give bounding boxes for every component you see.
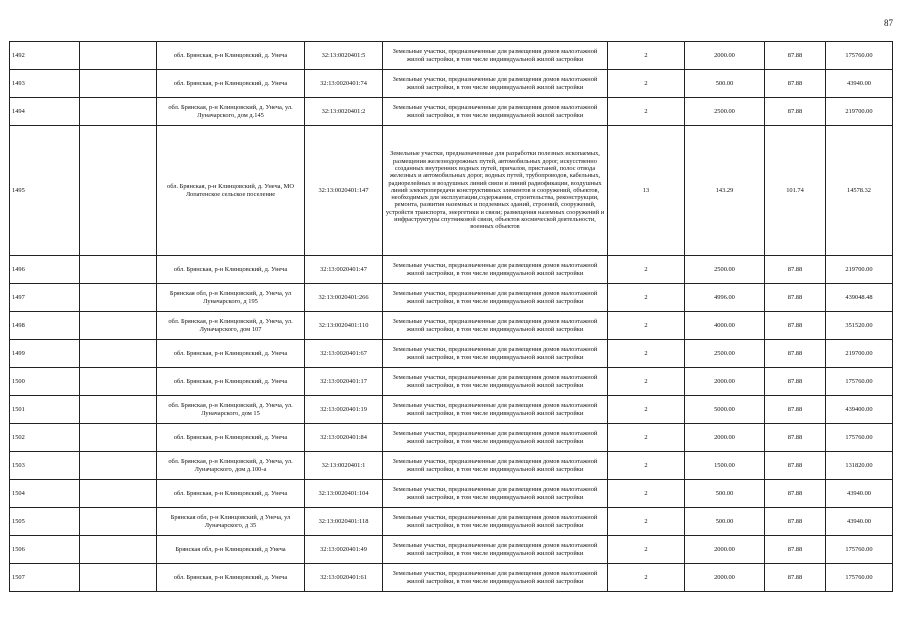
cell-land-use: Земельные участки, предназначенные для размещения домов малоэтажной жилой застройки, в том числе индивидуальной жилой застройки (383, 256, 608, 284)
page-number: 87 (884, 18, 893, 28)
cell-number: 1504 (10, 480, 80, 508)
table-row (10, 70, 893, 98)
cell-group: 2 (608, 424, 685, 452)
cell-rate: 87.88 (765, 452, 826, 480)
cell-number: 1499 (10, 340, 80, 368)
cell-area: 2000.00 (685, 536, 765, 564)
cell-empty (80, 284, 157, 312)
cell-area: 2500.00 (685, 340, 765, 368)
cell-cadastral-number: 32:13:0020401:5 (305, 42, 383, 70)
cell-area: 2500.00 (685, 256, 765, 284)
cell-land-use: Земельные участки, предназначенные для размещения домов малоэтажной жилой застройки, в том числе индивидуальной жилой застройки (383, 70, 608, 98)
cell-land-use: Земельные участки, предназначенные для размещения домов малоэтажной жилой застройки, в том числе индивидуальной жилой застройки (383, 340, 608, 368)
cell-address: обл. Брянская, р-н Клинцовский, д. Унеча (157, 340, 305, 368)
cell-cadastral-number: 32:13:0020401:84 (305, 424, 383, 452)
table-row (10, 98, 893, 126)
cell-land-use: Земельные участки, предназначенные для размещения домов малоэтажной жилой застройки, в том числе индивидуальной жилой застройки (383, 284, 608, 312)
cell-address: обл. Брянская, р-н Клинцовский, д. Унеча (157, 480, 305, 508)
cell-land-use: Земельные участки, предназначенные для размещения домов малоэтажной жилой застройки, в том числе индивидуальной жилой застройки (383, 480, 608, 508)
cell-cadastral-number: 32:13:0020401:147 (305, 126, 383, 256)
table-row (10, 284, 893, 312)
cell-cadastral-value: 175760.00 (826, 536, 893, 564)
cell-rate: 87.88 (765, 70, 826, 98)
cell-cadastral-number: 32:13:0020401:49 (305, 536, 383, 564)
cell-cadastral-value: 175760.00 (826, 424, 893, 452)
cell-address: обл. Брянская, р-н Клинцовский, д. Унеча, ул. Луначарского, дом д.100-а (157, 452, 305, 480)
cell-land-use: Земельные участки, предназначенные для разработки полезных ископаемых, размещения железнодорожных путей, автомобильных дорог, искусственно созданных внутренних водных путей, причалов, пристаней, полос отвода железных и автомобильных дорог, водных путей, трубопроводов, кабельных, радиорелейных и воздушных линий связи и линий радиофикации, воздушных линий электропередачи конструктивных элементов и сооружений, объектов, необходимых для эксплуатации,содержания, строительства, реконструкции, ремонта, развития наземных и подземных зданий, строений, сооружений, устройств транспорта, энергетики и связи; размещения наземных сооружений и инфраструктуры спутниковой связи, объектов космической деятельности, военных объектов (383, 126, 608, 256)
cell-number: 1506 (10, 536, 80, 564)
cell-group: 2 (608, 396, 685, 424)
cell-address: обл. Брянская, р-н Клинцовский, д. Унеча, ул. Луначарского, дом 15 (157, 396, 305, 424)
cell-empty (80, 536, 157, 564)
cell-land-use: Земельные участки, предназначенные для размещения домов малоэтажной жилой застройки, в том числе индивидуальной жилой застройки (383, 564, 608, 592)
cell-empty (80, 368, 157, 396)
cell-number: 1500 (10, 368, 80, 396)
cell-address: Брянская обл, р-н Клинцовский, д Унеча (157, 536, 305, 564)
cell-rate: 87.88 (765, 396, 826, 424)
cell-cadastral-value: 351520.00 (826, 312, 893, 340)
cell-rate: 87.88 (765, 508, 826, 536)
cell-area: 2000.00 (685, 424, 765, 452)
cell-address: Брянская обл, р-н Клинцовский, д Унеча, ул Луначарского, д 35 (157, 508, 305, 536)
cell-number: 1503 (10, 452, 80, 480)
cell-empty (80, 256, 157, 284)
cell-cadastral-value: 439048.48 (826, 284, 893, 312)
cell-rate: 87.88 (765, 564, 826, 592)
cell-land-use: Земельные участки, предназначенные для размещения домов малоэтажной жилой застройки, в том числе индивидуальной жилой застройки (383, 536, 608, 564)
cell-group: 2 (608, 536, 685, 564)
cell-empty (80, 480, 157, 508)
cell-area: 4996.00 (685, 284, 765, 312)
cell-rate: 87.88 (765, 368, 826, 396)
cell-land-use: Земельные участки, предназначенные для размещения домов малоэтажной жилой застройки, в том числе индивидуальной жилой застройки (383, 312, 608, 340)
cell-address: обл. Брянская, р-н Клинцовский, д. Унеча (157, 42, 305, 70)
cell-address: Брянская обл, р-н Клинцовский, д. Унеча, ул Луначарского, д 195 (157, 284, 305, 312)
cell-area: 1500.00 (685, 452, 765, 480)
cell-empty (80, 424, 157, 452)
cell-area: 500.00 (685, 508, 765, 536)
cell-land-use: Земельные участки, предназначенные для размещения домов малоэтажной жилой застройки, в том числе индивидуальной жилой застройки (383, 424, 608, 452)
cell-cadastral-number: 32:13:0020401:1 (305, 452, 383, 480)
cell-number: 1492 (10, 42, 80, 70)
cell-group: 2 (608, 480, 685, 508)
table-row (10, 480, 893, 508)
cell-land-use: Земельные участки, предназначенные для размещения домов малоэтажной жилой застройки, в том числе индивидуальной жилой застройки (383, 368, 608, 396)
cell-group: 2 (608, 42, 685, 70)
cell-cadastral-number: 32:13:0020401:67 (305, 340, 383, 368)
cell-empty (80, 508, 157, 536)
cell-rate: 87.88 (765, 42, 826, 70)
cell-cadastral-number: 32:13:0020401:110 (305, 312, 383, 340)
cell-empty (80, 452, 157, 480)
cell-empty (80, 126, 157, 256)
cell-area: 2500.00 (685, 98, 765, 126)
cell-cadastral-number: 32:13:0020401:17 (305, 368, 383, 396)
cell-rate: 87.88 (765, 256, 826, 284)
cell-group: 2 (608, 564, 685, 592)
table-row (10, 424, 893, 452)
cell-rate: 87.88 (765, 340, 826, 368)
cell-group: 2 (608, 284, 685, 312)
cell-address: обл. Брянская, р-н Клинцовский, д. Унеча (157, 70, 305, 98)
cell-group: 2 (608, 508, 685, 536)
cell-group: 2 (608, 98, 685, 126)
cell-land-use: Земельные участки, предназначенные для размещения домов малоэтажной жилой застройки, в том числе индивидуальной жилой застройки (383, 396, 608, 424)
cell-cadastral-value: 175760.00 (826, 42, 893, 70)
cell-rate: 87.88 (765, 98, 826, 126)
cell-rate: 101.74 (765, 126, 826, 256)
cell-cadastral-value: 219700.00 (826, 256, 893, 284)
cell-number: 1495 (10, 126, 80, 256)
cell-cadastral-value: 43940.00 (826, 70, 893, 98)
cell-cadastral-value: 14578.32 (826, 126, 893, 256)
cell-cadastral-value: 219700.00 (826, 340, 893, 368)
cell-number: 1501 (10, 396, 80, 424)
cell-number: 1494 (10, 98, 80, 126)
table-body (10, 42, 893, 592)
cell-area: 500.00 (685, 70, 765, 98)
cell-land-use: Земельные участки, предназначенные для размещения домов малоэтажной жилой застройки, в том числе индивидуальной жилой застройки (383, 508, 608, 536)
cell-cadastral-number: 32:13:0020401:2 (305, 98, 383, 126)
cell-cadastral-number: 32:13:0020401:104 (305, 480, 383, 508)
cell-cadastral-value: 175760.00 (826, 564, 893, 592)
cadastral-value-table (9, 41, 893, 592)
cell-cadastral-value: 175760.00 (826, 368, 893, 396)
cell-rate: 87.88 (765, 480, 826, 508)
cell-address: обл. Брянская, р-н Клинцовский, д. Унеча (157, 424, 305, 452)
cell-group: 2 (608, 368, 685, 396)
cell-area: 4000.00 (685, 312, 765, 340)
cell-group: 2 (608, 256, 685, 284)
cell-group: 2 (608, 70, 685, 98)
table-row (10, 536, 893, 564)
table-row (10, 312, 893, 340)
cell-area: 2000.00 (685, 42, 765, 70)
cell-land-use: Земельные участки, предназначенные для размещения домов малоэтажной жилой застройки, в том числе индивидуальной жилой застройки (383, 452, 608, 480)
cell-empty (80, 340, 157, 368)
table-row (10, 452, 893, 480)
cell-area: 5000.00 (685, 396, 765, 424)
cell-number: 1496 (10, 256, 80, 284)
cell-group: 2 (608, 340, 685, 368)
table-row (10, 396, 893, 424)
cell-address: обл. Брянская, р-н Клинцовский, д. Унеча (157, 564, 305, 592)
cell-empty (80, 42, 157, 70)
cell-address: обл. Брянская, р-н Клинцовский, д. Унеча (157, 256, 305, 284)
cell-cadastral-number: 32:13:0020401:118 (305, 508, 383, 536)
cell-rate: 87.88 (765, 312, 826, 340)
table-row (10, 340, 893, 368)
cell-rate: 87.88 (765, 284, 826, 312)
table-row (10, 256, 893, 284)
cell-number: 1505 (10, 508, 80, 536)
cell-cadastral-number: 32:13:0020401:61 (305, 564, 383, 592)
cell-cadastral-value: 131820.00 (826, 452, 893, 480)
cell-cadastral-value: 439400.00 (826, 396, 893, 424)
cell-cadastral-number: 32:13:0020401:74 (305, 70, 383, 98)
cell-address: обл. Брянская, р-н Клинцовский, д. Унеча, МО Лопатенское сельское поселение (157, 126, 305, 256)
cell-land-use: Земельные участки, предназначенные для размещения домов малоэтажной жилой застройки, в том числе индивидуальной жилой застройки (383, 98, 608, 126)
cell-cadastral-number: 32:13:0020401:19 (305, 396, 383, 424)
cell-address: обл. Брянская, р-н Клинцовский, д. Унеча, ул. Луначарского, дом 107 (157, 312, 305, 340)
cell-area: 500.00 (685, 480, 765, 508)
cell-area: 2000.00 (685, 368, 765, 396)
cell-number: 1502 (10, 424, 80, 452)
cell-empty (80, 396, 157, 424)
table-row (10, 126, 893, 256)
cell-address: обл. Брянская, р-н Клинцовский, д. Унеча, ул. Луначарского, дом д.145 (157, 98, 305, 126)
cell-empty (80, 564, 157, 592)
cell-rate: 87.88 (765, 536, 826, 564)
cell-empty (80, 98, 157, 126)
cell-cadastral-value: 43940.00 (826, 480, 893, 508)
cell-group: 2 (608, 312, 685, 340)
cell-cadastral-number: 32:13:0020401:47 (305, 256, 383, 284)
cell-cadastral-number: 32:13:0020401:266 (305, 284, 383, 312)
cell-area: 143.29 (685, 126, 765, 256)
cell-empty (80, 70, 157, 98)
cell-number: 1497 (10, 284, 80, 312)
cell-group: 13 (608, 126, 685, 256)
cell-address: обл. Брянская, р-н Клинцовский, д. Унеча (157, 368, 305, 396)
cell-number: 1493 (10, 70, 80, 98)
cell-area: 2000.00 (685, 564, 765, 592)
cell-number: 1498 (10, 312, 80, 340)
cell-rate: 87.88 (765, 424, 826, 452)
cell-empty (80, 312, 157, 340)
table-row (10, 508, 893, 536)
cell-group: 2 (608, 452, 685, 480)
table-row (10, 368, 893, 396)
table-row (10, 42, 893, 70)
cell-land-use: Земельные участки, предназначенные для размещения домов малоэтажной жилой застройки, в том числе индивидуальной жилой застройки (383, 42, 608, 70)
cell-number: 1507 (10, 564, 80, 592)
table-row (10, 564, 893, 592)
cell-cadastral-value: 219700.00 (826, 98, 893, 126)
cell-cadastral-value: 43940.00 (826, 508, 893, 536)
